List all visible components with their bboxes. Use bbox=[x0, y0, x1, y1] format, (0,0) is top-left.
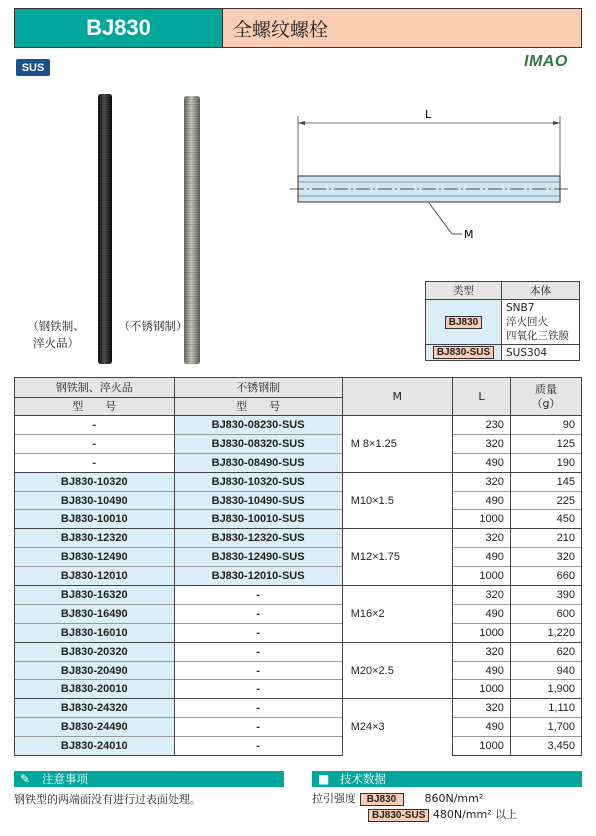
square-icon: ■ bbox=[318, 772, 330, 786]
steel-model-cell: BJ830-16320 bbox=[15, 586, 175, 605]
steel-model-cell: BJ830-20320 bbox=[15, 642, 175, 661]
spec-header-body: 本体 bbox=[502, 282, 580, 300]
thread-size-cell: M 8×1.25 bbox=[342, 416, 452, 473]
mass-cell: 320 bbox=[510, 548, 581, 567]
length-cell: 1000 bbox=[452, 510, 510, 529]
thread-size-cell: M24×3 bbox=[342, 699, 452, 756]
tech-label: 拉引强度 bbox=[312, 792, 356, 805]
notes-title: 注意事项 bbox=[42, 772, 88, 786]
col-l: L bbox=[452, 378, 510, 416]
table-row bbox=[15, 661, 582, 680]
mass-cell: 1,900 bbox=[510, 680, 581, 699]
mass-cell: 1,700 bbox=[510, 718, 581, 737]
length-cell: 320 bbox=[452, 586, 510, 605]
table-row bbox=[15, 529, 582, 548]
dim-m-label: M bbox=[464, 228, 474, 241]
col-mass: 质量 （g） bbox=[510, 378, 581, 416]
thread-size-cell: M20×2.5 bbox=[342, 642, 452, 699]
steel-model-cell: BJ830-12320 bbox=[15, 529, 175, 548]
stainless-model-cell: BJ830-08230-SUS bbox=[174, 416, 342, 435]
length-cell: 1000 bbox=[452, 737, 510, 756]
stainless-model-cell: - bbox=[174, 642, 342, 661]
steel-caption: （钢铁制、 淬火品） bbox=[27, 319, 85, 350]
table-row bbox=[15, 548, 582, 567]
length-cell: 1000 bbox=[452, 680, 510, 699]
table-row bbox=[15, 472, 582, 491]
table-row bbox=[15, 510, 582, 529]
steel-model-cell: BJ830-12490 bbox=[15, 548, 175, 567]
notes-text: 钢铁型的两端面没有进行过表面处理。 bbox=[14, 793, 201, 806]
steel-model-cell: BJ830-20010 bbox=[15, 680, 175, 699]
steel-model-cell: BJ830-24320 bbox=[15, 699, 175, 718]
length-cell: 490 bbox=[452, 453, 510, 472]
stainless-model-cell: - bbox=[174, 737, 342, 756]
steel-model-cell: BJ830-16010 bbox=[15, 623, 175, 642]
table-row bbox=[15, 567, 582, 586]
length-cell: 320 bbox=[452, 642, 510, 661]
thread-size-cell: M10×1.5 bbox=[342, 472, 452, 529]
mass-cell: 1,110 bbox=[510, 699, 581, 718]
mass-cell: 940 bbox=[510, 661, 581, 680]
steel-model-cell: - bbox=[15, 453, 175, 472]
stainless-model-cell: BJ830-10010-SUS bbox=[174, 510, 342, 529]
col-m: M bbox=[342, 378, 452, 416]
table-row bbox=[15, 737, 582, 756]
length-cell: 320 bbox=[452, 434, 510, 453]
mass-cell: 660 bbox=[510, 567, 581, 586]
table-row bbox=[15, 718, 582, 737]
stainless-model-cell: BJ830-12320-SUS bbox=[174, 529, 342, 548]
mass-cell: 390 bbox=[510, 586, 581, 605]
notes-bar bbox=[14, 771, 284, 787]
length-cell: 490 bbox=[452, 661, 510, 680]
steel-model-cell: BJ830-12010 bbox=[15, 567, 175, 586]
steel-model-cell: BJ830-16490 bbox=[15, 604, 175, 623]
table-row bbox=[15, 680, 582, 699]
model-table bbox=[14, 377, 582, 756]
spec-body: SUS304 bbox=[502, 345, 580, 361]
stainless-model-cell: - bbox=[174, 604, 342, 623]
mass-cell: 225 bbox=[510, 491, 581, 510]
title-header bbox=[14, 8, 582, 48]
mass-cell: 125 bbox=[510, 434, 581, 453]
steel-model-cell: - bbox=[15, 416, 175, 435]
stainless-model-cell: - bbox=[174, 623, 342, 642]
tech-value: 860N/mm² bbox=[424, 792, 484, 805]
table-row bbox=[15, 434, 582, 453]
dim-l-label: L bbox=[425, 108, 432, 121]
mass-cell: 145 bbox=[510, 472, 581, 491]
material-table bbox=[425, 281, 580, 361]
stainless-model-cell: BJ830-12010-SUS bbox=[174, 567, 342, 586]
stainless-model-cell: - bbox=[174, 680, 342, 699]
spec-type: BJ830-SUS bbox=[433, 346, 494, 359]
spec-body: SNB7 淬火回火 四氧化三铁膜 bbox=[502, 300, 580, 345]
table-row bbox=[15, 623, 582, 642]
col-model: 型 号 bbox=[174, 398, 342, 416]
col-stainless: 不锈钢制 bbox=[174, 378, 342, 398]
length-cell: 320 bbox=[452, 472, 510, 491]
mass-cell: 190 bbox=[510, 453, 581, 472]
tech-tag: BJ830 bbox=[360, 793, 404, 806]
steel-model-cell: BJ830-24010 bbox=[15, 737, 175, 756]
length-cell: 320 bbox=[452, 699, 510, 718]
steel-model-cell: BJ830-10010 bbox=[15, 510, 175, 529]
bolt-drawing bbox=[288, 104, 578, 254]
spec-type: BJ830 bbox=[445, 316, 482, 329]
stainless-model-cell: BJ830-08320-SUS bbox=[174, 434, 342, 453]
table-row bbox=[15, 416, 582, 435]
stainless-model-cell: BJ830-10320-SUS bbox=[174, 472, 342, 491]
table-row bbox=[15, 604, 582, 623]
length-cell: 320 bbox=[452, 529, 510, 548]
thread-size-cell: M12×1.75 bbox=[342, 529, 452, 586]
mass-cell: 3,450 bbox=[510, 737, 581, 756]
stainless-caption: （不锈钢制） bbox=[118, 319, 188, 333]
imao-logo: IMAO bbox=[524, 53, 568, 70]
tech-data bbox=[312, 791, 517, 823]
tech-suffix: 以上 bbox=[495, 808, 518, 821]
thread-size-cell: M16×2 bbox=[342, 586, 452, 643]
tech-bar bbox=[312, 771, 582, 787]
length-cell: 490 bbox=[452, 718, 510, 737]
mass-cell: 450 bbox=[510, 510, 581, 529]
mass-cell: 600 bbox=[510, 604, 581, 623]
stainless-model-cell: BJ830-08490-SUS bbox=[174, 453, 342, 472]
col-steel: 钢铁制、淬火品 bbox=[15, 378, 175, 398]
length-cell: 1000 bbox=[452, 623, 510, 642]
table-row bbox=[15, 453, 582, 472]
table-row bbox=[15, 491, 582, 510]
product-title: 全螺纹螺栓 bbox=[223, 9, 581, 47]
length-cell: 490 bbox=[452, 604, 510, 623]
table-row bbox=[15, 642, 582, 661]
product-code: BJ830 bbox=[15, 9, 223, 47]
table-row bbox=[15, 586, 582, 605]
table-row bbox=[15, 699, 582, 718]
spec-header-type: 类型 bbox=[426, 282, 502, 300]
steel-model-cell: BJ830-10490 bbox=[15, 491, 175, 510]
stainless-model-cell: BJ830-10490-SUS bbox=[174, 491, 342, 510]
length-cell: 1000 bbox=[452, 567, 510, 586]
tech-title: 技术数据 bbox=[340, 772, 386, 786]
steel-model-cell: BJ830-10320 bbox=[15, 472, 175, 491]
mass-cell: 90 bbox=[510, 416, 581, 435]
stainless-model-cell: - bbox=[174, 718, 342, 737]
sus-badge: SUS bbox=[16, 59, 50, 76]
stainless-model-cell: - bbox=[174, 586, 342, 605]
steel-model-cell: BJ830-24490 bbox=[15, 718, 175, 737]
tech-tag: BJ830-SUS bbox=[368, 809, 429, 822]
stainless-model-cell: BJ830-12490-SUS bbox=[174, 548, 342, 567]
mass-cell: 620 bbox=[510, 642, 581, 661]
tech-value: 480N/mm² bbox=[432, 808, 492, 821]
length-cell: 490 bbox=[452, 491, 510, 510]
col-model: 型 号 bbox=[15, 398, 175, 416]
stainless-model-cell: - bbox=[174, 661, 342, 680]
steel-model-cell: BJ830-20490 bbox=[15, 661, 175, 680]
length-cell: 490 bbox=[452, 548, 510, 567]
pencil-icon: ✎ bbox=[20, 772, 31, 786]
steel-model-cell: - bbox=[15, 434, 175, 453]
length-cell: 230 bbox=[452, 416, 510, 435]
mass-cell: 1,220 bbox=[510, 623, 581, 642]
mass-cell: 210 bbox=[510, 529, 581, 548]
stainless-model-cell: - bbox=[174, 699, 342, 718]
